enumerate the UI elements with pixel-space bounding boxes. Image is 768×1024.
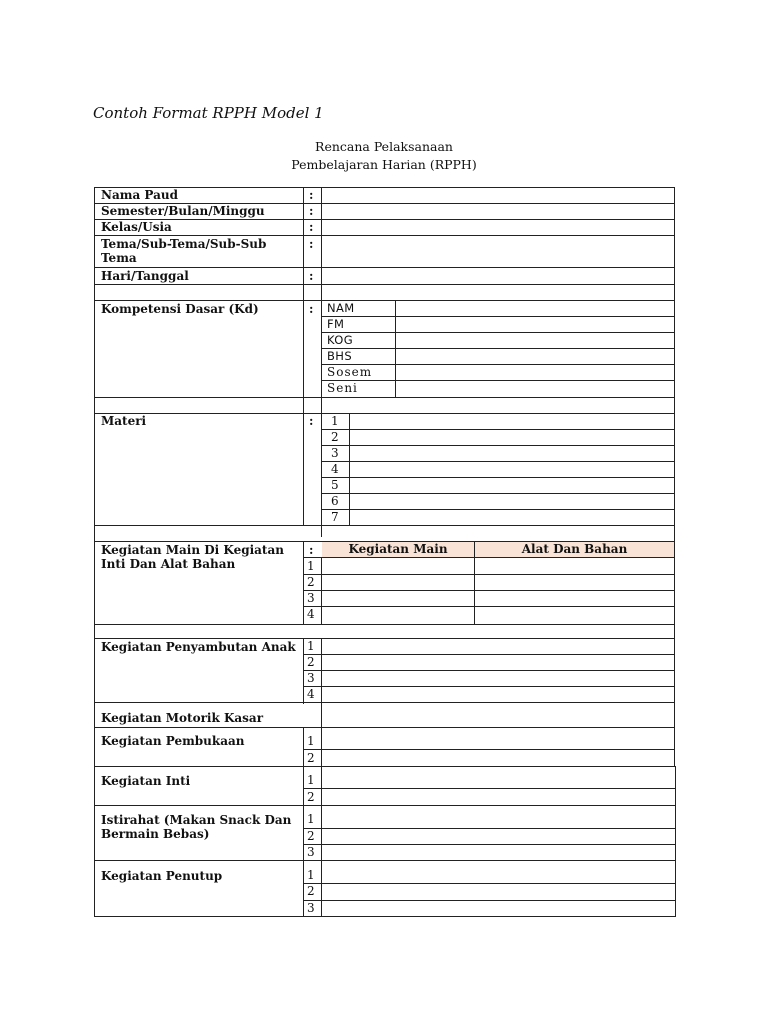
kegiatan-main-row-divider bbox=[303, 590, 675, 591]
kd-row-divider bbox=[321, 332, 675, 333]
row-divider bbox=[94, 300, 675, 301]
kd-row-divider bbox=[321, 316, 675, 317]
materi-number: 6 bbox=[331, 494, 339, 508]
row-divider bbox=[94, 860, 676, 861]
label-tema: Tema/Sub-Tema/Sub-Sub Tema bbox=[101, 237, 267, 265]
kd-item: FM bbox=[327, 317, 345, 331]
table-border bbox=[94, 187, 95, 917]
row-divider bbox=[94, 397, 675, 398]
label-kompetensi: Kompetensi Dasar (Kd) bbox=[101, 302, 259, 316]
column-divider bbox=[321, 638, 322, 704]
kd-item: NAM bbox=[327, 301, 355, 315]
penyambutan-row-divider bbox=[303, 654, 675, 655]
title-line-1: Rencana Pelaksanaan bbox=[315, 139, 453, 154]
istirahat-row-divider bbox=[303, 828, 676, 829]
materi-number: 7 bbox=[331, 510, 339, 524]
materi-row-divider bbox=[321, 429, 675, 430]
row-divider bbox=[94, 766, 676, 767]
istirahat-number: 3 bbox=[307, 845, 315, 859]
pembukaan-number: 2 bbox=[307, 751, 315, 765]
document-heading: Contoh Format RPPH Model 1 bbox=[93, 104, 324, 122]
materi-row-divider bbox=[321, 509, 675, 510]
label-istirahat: Istirahat (Makan Snack Dan Bermain Bebas) bbox=[101, 813, 292, 841]
penutup-row-divider bbox=[303, 900, 676, 901]
penyambutan-number: 2 bbox=[307, 655, 315, 669]
column-divider bbox=[321, 187, 322, 537]
row-divider bbox=[94, 267, 675, 268]
istirahat-number: 1 bbox=[307, 812, 315, 826]
penutup-number: 1 bbox=[307, 868, 315, 882]
table-border bbox=[94, 916, 676, 917]
colon: : bbox=[309, 237, 314, 251]
materi-row-divider bbox=[321, 445, 675, 446]
penutup-number: 2 bbox=[307, 884, 315, 898]
materi-number: 3 bbox=[331, 446, 339, 460]
istirahat-row-divider bbox=[303, 844, 676, 845]
materi-row-divider bbox=[321, 461, 675, 462]
penyambutan-number: 3 bbox=[307, 671, 315, 685]
kegiatan-main-row-divider bbox=[303, 574, 675, 575]
label-nama-paud: Nama Paud bbox=[101, 188, 178, 202]
materi-row-divider bbox=[321, 477, 675, 478]
penyambutan-number: 4 bbox=[307, 687, 315, 701]
kd-row-divider bbox=[321, 348, 675, 349]
penyambutan-number: 1 bbox=[307, 639, 315, 653]
column-divider bbox=[303, 187, 304, 525]
label-penyambutan: Kegiatan Penyambutan Anak bbox=[101, 640, 296, 654]
materi-number: 4 bbox=[331, 462, 339, 476]
kegiatan-main-number: 4 bbox=[307, 607, 315, 621]
pembukaan-number: 1 bbox=[307, 734, 315, 748]
penyambutan-row-divider bbox=[303, 686, 675, 687]
label-penutup: Kegiatan Penutup bbox=[101, 869, 223, 883]
title-line-2: Pembelajaran Harian (RPPH) bbox=[291, 157, 477, 172]
row-divider bbox=[94, 638, 675, 639]
kegiatan-main-number: 1 bbox=[307, 559, 315, 573]
row-divider bbox=[94, 702, 675, 703]
penutup-row-divider bbox=[303, 883, 676, 884]
rpph-form-table bbox=[94, 187, 675, 917]
row-divider bbox=[94, 284, 675, 285]
inti-number: 1 bbox=[307, 773, 315, 787]
column-divider bbox=[321, 702, 322, 727]
label-hari: Hari/Tanggal bbox=[101, 269, 189, 283]
kegiatan-main-number: 2 bbox=[307, 575, 315, 589]
label-kegiatan-main: Kegiatan Main Di Kegiatan Inti Dan Alat Bahan bbox=[101, 543, 284, 571]
row-divider bbox=[94, 624, 675, 625]
inti-row-divider bbox=[303, 788, 676, 789]
inti-number: 2 bbox=[307, 790, 315, 804]
kd-item: BHS bbox=[327, 349, 353, 363]
kd-row-divider bbox=[321, 364, 675, 365]
column-divider bbox=[303, 727, 304, 916]
row-divider bbox=[94, 525, 675, 526]
kd-item: Seni bbox=[327, 381, 358, 395]
materi-number: 2 bbox=[331, 430, 339, 444]
kd-item: Sosem bbox=[327, 365, 373, 379]
alat-bahan-header: Alat Dan Bahan bbox=[475, 542, 674, 557]
label-kelas: Kelas/Usia bbox=[101, 220, 172, 234]
colon: : bbox=[309, 269, 314, 283]
label-pembukaan: Kegiatan Pembukaan bbox=[101, 734, 245, 748]
colon: : bbox=[309, 220, 314, 234]
kegiatan-main-row-divider bbox=[303, 557, 675, 558]
colon: : bbox=[309, 302, 314, 316]
label-inti: Kegiatan Inti bbox=[101, 774, 191, 788]
colon: : bbox=[309, 543, 314, 557]
kegiatan-main-header: Kegiatan Main bbox=[322, 542, 474, 557]
kd-row-divider bbox=[321, 380, 675, 381]
row-divider bbox=[94, 805, 676, 806]
kegiatan-main-row-divider bbox=[303, 606, 675, 607]
colon: : bbox=[309, 414, 314, 428]
label-materi: Materi bbox=[101, 414, 147, 428]
materi-number: 5 bbox=[331, 478, 339, 492]
kegiatan-main-number: 3 bbox=[307, 591, 315, 605]
row-divider bbox=[94, 727, 675, 728]
istirahat-number: 2 bbox=[307, 829, 315, 843]
colon: : bbox=[309, 204, 314, 218]
penyambutan-row-divider bbox=[303, 670, 675, 671]
penutup-number: 3 bbox=[307, 901, 315, 915]
pembukaan-row-divider bbox=[303, 749, 675, 750]
column-divider bbox=[303, 541, 304, 624]
label-semester: Semester/Bulan/Minggu bbox=[101, 204, 265, 218]
materi-row-divider bbox=[321, 493, 675, 494]
kd-item: KOG bbox=[327, 333, 354, 347]
materi-number: 1 bbox=[331, 414, 339, 428]
column-divider bbox=[321, 727, 322, 916]
colon: : bbox=[309, 188, 314, 202]
label-motorik: Kegiatan Motorik Kasar bbox=[101, 711, 264, 725]
row-divider bbox=[94, 235, 675, 236]
